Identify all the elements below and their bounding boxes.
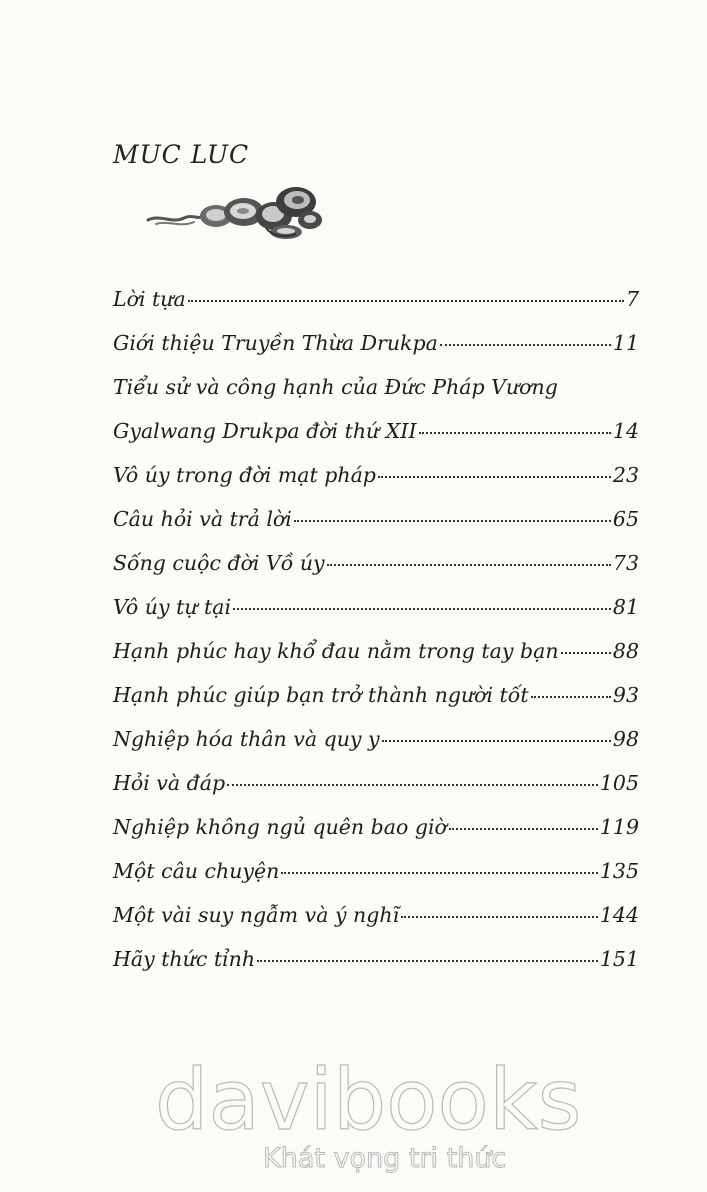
toc-page-number: 88 bbox=[612, 639, 639, 663]
toc-entry-line bbox=[113, 592, 639, 622]
toc-page-number: 11 bbox=[612, 331, 639, 355]
toc-entry bbox=[113, 680, 639, 710]
toc-entry-line bbox=[113, 724, 639, 754]
toc-dot-leader bbox=[281, 856, 598, 878]
toc-page-number: 98 bbox=[612, 727, 639, 751]
toc-entry bbox=[113, 636, 639, 666]
toc-dot-leader bbox=[188, 284, 624, 306]
toc-dot-leader bbox=[327, 548, 611, 570]
toc-entry bbox=[113, 284, 639, 314]
page-title: MUC LUC bbox=[113, 140, 250, 169]
toc-dot-leader bbox=[401, 900, 598, 922]
toc-dot-leader bbox=[294, 504, 611, 526]
toc-entry-line bbox=[113, 768, 639, 798]
toc-entry bbox=[113, 812, 639, 842]
toc-entry-line bbox=[113, 460, 639, 490]
toc-entry-title: Một vài suy ngẫm và ý nghĩ bbox=[113, 903, 400, 927]
toc-dot-leader bbox=[227, 768, 598, 790]
watermark-tagline: Khát vọng tri thức bbox=[263, 1143, 507, 1174]
toc-entry bbox=[113, 372, 639, 446]
watermark-brand: davibooks bbox=[155, 1051, 582, 1149]
toc-page-number: 7 bbox=[625, 287, 639, 311]
toc-page-number: 144 bbox=[599, 903, 639, 927]
toc-entry bbox=[113, 944, 639, 974]
toc-entry-title: Vô úy tự tại bbox=[113, 595, 232, 619]
toc-entry bbox=[113, 504, 639, 534]
toc-entry-line bbox=[113, 504, 639, 534]
toc-page-number: 135 bbox=[599, 859, 639, 883]
toc-entry-title: Lời tựa bbox=[113, 287, 186, 311]
toc-entry-title: Tiểu sử và công hạnh của Đức Pháp Vương bbox=[113, 375, 558, 399]
toc-entry-line bbox=[113, 680, 639, 710]
toc-entry-title: Gyalwang Drukpa đời thứ XII bbox=[113, 419, 417, 443]
toc-entry-line bbox=[113, 372, 639, 402]
toc-dot-leader bbox=[382, 724, 611, 746]
toc-entry-line bbox=[113, 856, 639, 886]
toc-entry bbox=[113, 460, 639, 490]
toc-entry-title: Sống cuộc đời Vồ úy bbox=[113, 551, 325, 575]
toc-dot-leader bbox=[257, 944, 598, 966]
toc-entry-line bbox=[113, 284, 639, 314]
toc-entry-line bbox=[113, 812, 639, 842]
toc-entry-title: Giới thiệu Truyền Thừa Drukpa bbox=[113, 331, 438, 355]
cloud-ornament-icon bbox=[146, 180, 326, 242]
toc-page-number: 14 bbox=[612, 419, 639, 443]
toc-page-number: 73 bbox=[612, 551, 639, 575]
toc-entry-line bbox=[113, 328, 639, 358]
toc-page-number: 119 bbox=[599, 815, 639, 839]
toc-entry bbox=[113, 768, 639, 798]
toc-entry bbox=[113, 856, 639, 886]
toc-entry-title: Câu hỏi và trả lời bbox=[113, 507, 292, 531]
toc-page-number: 93 bbox=[612, 683, 639, 707]
toc-entry-title: Nghiệp hóa thân và quy y bbox=[113, 727, 380, 751]
toc-entry bbox=[113, 328, 639, 358]
toc-entry-line bbox=[113, 548, 639, 578]
toc-entry-title: Hãy thức tỉnh bbox=[113, 947, 256, 971]
toc-entry-line bbox=[113, 900, 639, 930]
toc-entry-line bbox=[113, 944, 639, 974]
toc-entry-title: Nghiệp không ngủ quên bao giờ bbox=[113, 815, 447, 839]
toc-entry-title: Hạnh phúc giúp bạn trở thành người tốt bbox=[113, 683, 529, 707]
toc-dot-leader bbox=[440, 328, 611, 350]
toc-entry-title: Vô úy trong đời mạt pháp bbox=[113, 463, 376, 487]
toc-page-number: 65 bbox=[612, 507, 639, 531]
toc-entry bbox=[113, 900, 639, 930]
toc-dot-leader bbox=[531, 680, 611, 702]
toc-page-number: 151 bbox=[599, 947, 639, 971]
toc-entry-title: Hạnh phúc hay khổ đau nằm trong tay bạn bbox=[113, 639, 559, 663]
toc-dot-leader bbox=[419, 416, 611, 438]
toc-dot-leader bbox=[378, 460, 611, 482]
toc-entry bbox=[113, 724, 639, 754]
toc-entry bbox=[113, 548, 639, 578]
toc-dot-leader bbox=[233, 592, 611, 614]
watermark bbox=[155, 1051, 582, 1175]
toc-entry-line bbox=[113, 416, 639, 446]
toc-dot-leader bbox=[561, 636, 611, 658]
toc-page-number: 23 bbox=[612, 463, 639, 487]
toc-page-number: 81 bbox=[612, 595, 639, 619]
toc-entry-title: Hỏi và đáp bbox=[113, 771, 226, 795]
toc-entry-line bbox=[113, 636, 639, 666]
toc-page-number: 105 bbox=[599, 771, 639, 795]
toc-dot-leader bbox=[449, 812, 598, 834]
toc-entry-title: Một câu chuyện bbox=[113, 859, 280, 883]
toc-entry bbox=[113, 592, 639, 622]
